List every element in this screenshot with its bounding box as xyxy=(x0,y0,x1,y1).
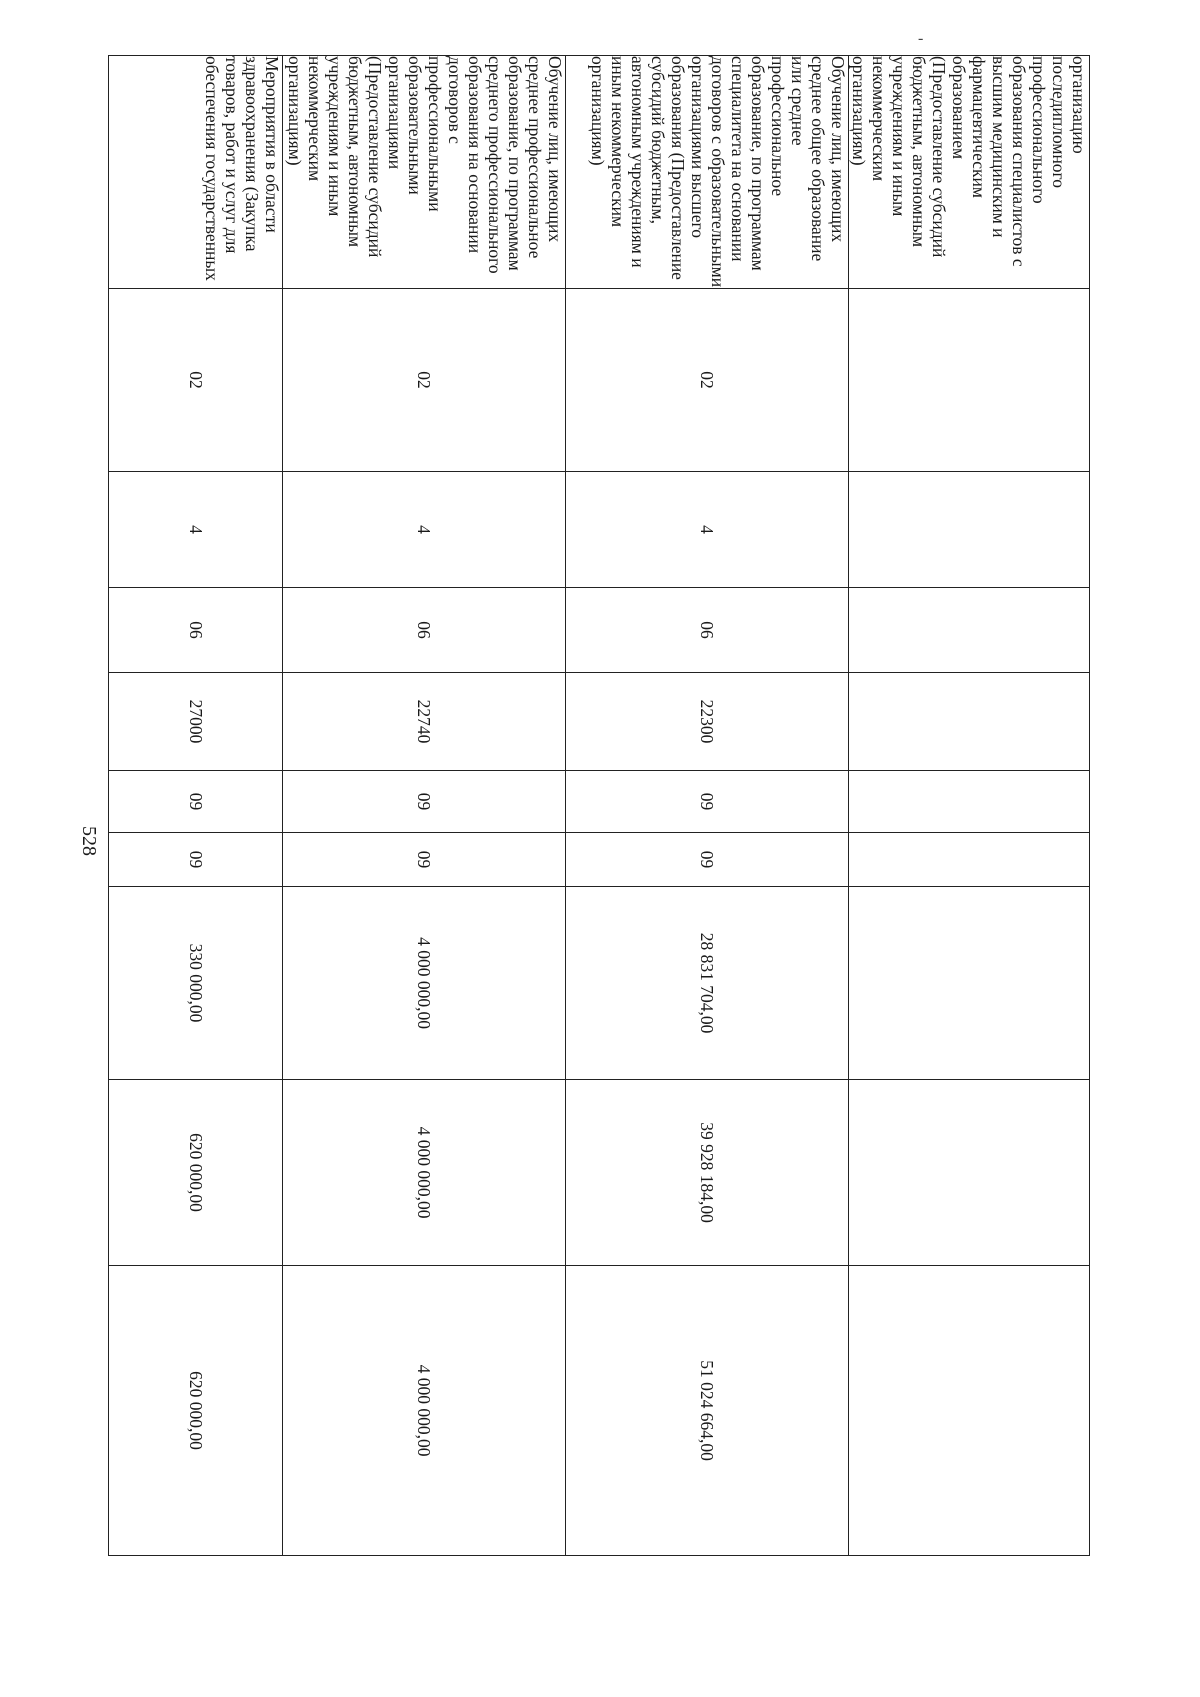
code-d-cell xyxy=(849,673,1090,771)
code-e-cell: 09 xyxy=(566,771,849,833)
amount-2-cell: 620 000,00 xyxy=(109,1080,283,1266)
amount-2-cell: 4 000 000,00 xyxy=(283,1080,566,1266)
row-description: Обучение лиц, имеющих среднее общее образование или среднее профессиональное образование, по программам специалитета на основании договоров с образовательными организациями высшего образования (Предоставление субсидий бюджетным, автономным учреждениям и иным некоммерческим организациям) xyxy=(566,56,849,289)
code-a-cell xyxy=(849,289,1090,472)
code-b-cell xyxy=(849,472,1090,588)
amount-1-cell: 28 831 704,00 xyxy=(566,887,849,1080)
row-description: Мероприятия в области здравоохранения (Закупка товаров, работ и услуг для обеспечения государственных xyxy=(109,56,283,289)
code-f-cell: 09 xyxy=(566,833,849,887)
amount-1-cell: 330 000,00 xyxy=(109,887,283,1080)
code-b-cell: 4 xyxy=(109,472,283,588)
code-d-cell: 22740 xyxy=(283,673,566,771)
table-row xyxy=(566,56,849,1556)
amount-3-cell: 4 000 000,00 xyxy=(283,1266,566,1556)
scan-mark: - xyxy=(918,30,924,47)
code-e-cell: 09 xyxy=(109,771,283,833)
table-rotation-wrapper xyxy=(135,55,1090,1555)
code-e-cell xyxy=(849,771,1090,833)
table-row xyxy=(283,56,566,1556)
code-c-cell: 06 xyxy=(109,588,283,673)
code-c-cell: 06 xyxy=(283,588,566,673)
code-a-cell: 02 xyxy=(566,289,849,472)
amount-2-cell: 39 928 184,00 xyxy=(566,1080,849,1266)
table-row xyxy=(849,56,1090,1556)
row-description: Обучение лиц, имеющих среднее профессиональное образование, по программам среднего профессионального образования на основании договоров с профессиональными образовательными организациями (Предоставление субсидий бюджетным, автономным учреждениям и иным некоммерческим организациям) xyxy=(283,56,566,289)
amount-1-cell xyxy=(849,887,1090,1080)
code-f-cell xyxy=(849,833,1090,887)
code-c-cell xyxy=(849,588,1090,673)
code-c-cell: 06 xyxy=(566,588,849,673)
budget-table xyxy=(108,55,1090,1556)
code-b-cell: 4 xyxy=(566,472,849,588)
amount-3-cell: 51 024 664,00 xyxy=(566,1266,849,1556)
code-a-cell: 02 xyxy=(109,289,283,472)
code-b-cell: 4 xyxy=(283,472,566,588)
code-e-cell: 09 xyxy=(283,771,566,833)
amount-3-cell xyxy=(849,1266,1090,1556)
page-number: 528 xyxy=(78,826,100,856)
amount-2-cell xyxy=(849,1080,1090,1266)
code-f-cell: 09 xyxy=(109,833,283,887)
code-a-cell: 02 xyxy=(283,289,566,472)
table-row xyxy=(109,56,283,1556)
amount-1-cell: 4 000 000,00 xyxy=(283,887,566,1080)
row-description: организацию последипломного профессионального образования специалистов с высшим медицинским и фармацевтическим образованием (Предоставление субсидий бюджетным, автономным учреждениям и иным некоммерческим организациям) xyxy=(849,56,1090,289)
code-d-cell: 22300 xyxy=(566,673,849,771)
amount-3-cell: 620 000,00 xyxy=(109,1266,283,1556)
code-f-cell: 09 xyxy=(283,833,566,887)
code-d-cell: 27000 xyxy=(109,673,283,771)
